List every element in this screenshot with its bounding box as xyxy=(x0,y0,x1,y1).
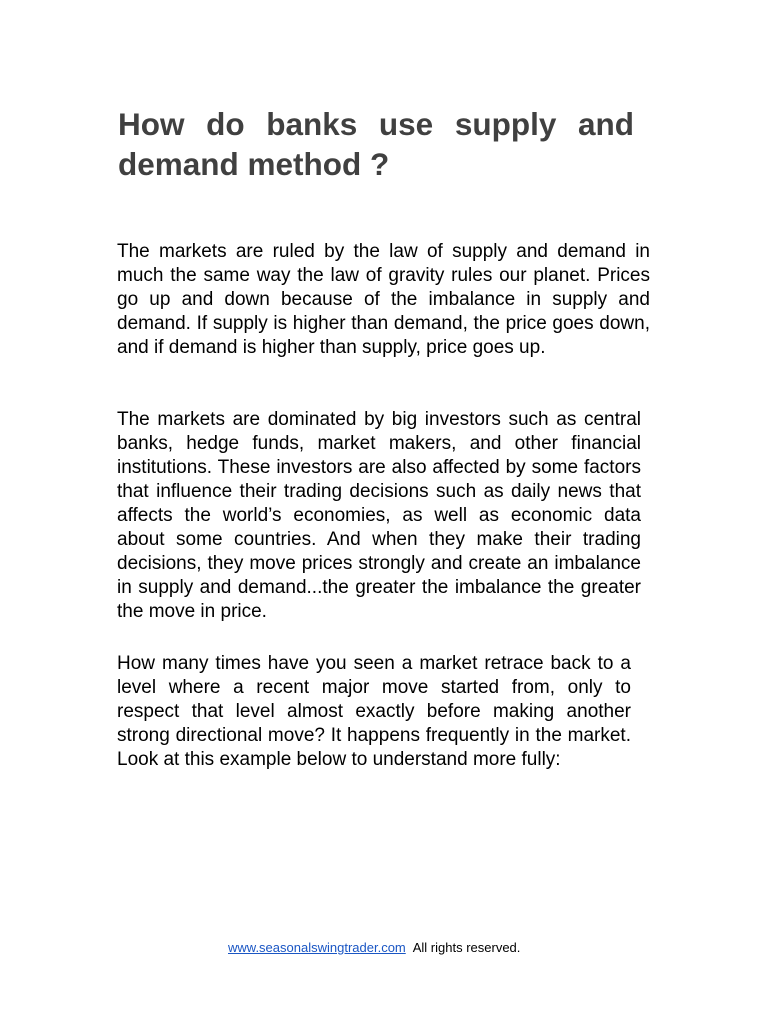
paragraph-market-retrace: How many times have you seen a market retrace back to a level where a recent major move started from, only to respect that level almost exactly before making another strong directional move? It happens frequently in the market. Look at this example below to understand more fully: xyxy=(117,653,631,770)
paragraph-supply-demand-law: The markets are ruled by the law of supply and demand in much the same way the law of gravity rules our planet. Prices go up and down because of the imbalance in supply and demand. If supply is higher than demand, the price goes down, and if demand is higher than supply, price goes up. xyxy=(117,241,650,358)
footer-website-link[interactable]: www.seasonalswingtrader.com xyxy=(228,940,406,955)
paragraph-big-investors: The markets are dominated by big investors such as central banks, hedge funds, market makers, and other financial institutions. These investors are also affected by some factors that influence their trading decisions such as daily news that affects the world’s economies, as well as economic data about some countries. And when they make their trading decisions, they move prices strongly and create an imbalance in supply and demand...the greater the imbalance the greater the move in price. xyxy=(117,409,641,622)
page-title: How do banks use supply and demand method ? xyxy=(118,106,634,182)
page-footer xyxy=(228,940,588,956)
footer-rights-text: All rights reserved. xyxy=(412,940,521,955)
